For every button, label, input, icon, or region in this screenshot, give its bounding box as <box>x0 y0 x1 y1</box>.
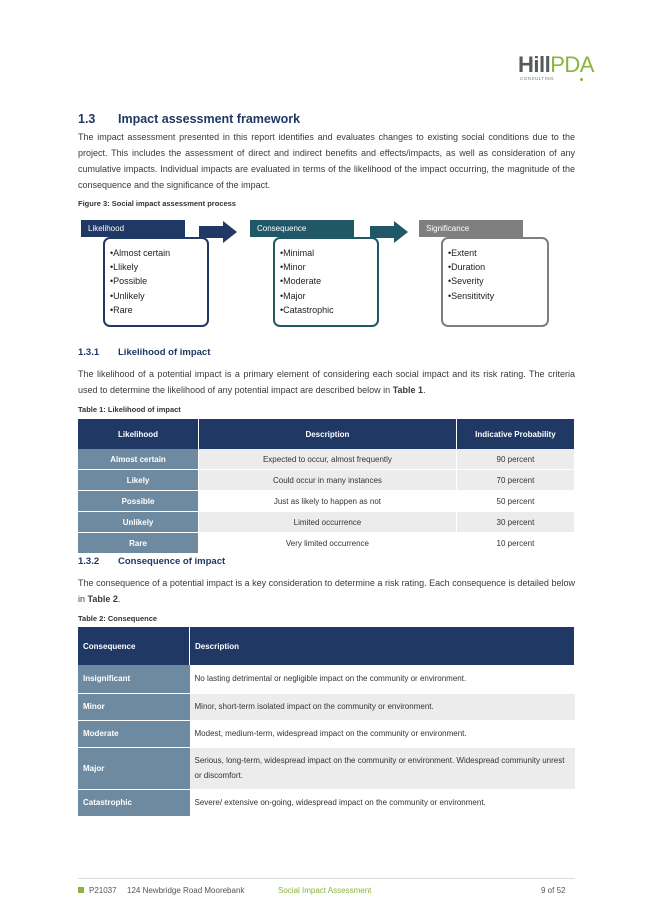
table-cell: Possible <box>78 491 199 512</box>
table-header: Consequence <box>78 627 190 665</box>
subsection-title: Likelihood of impact <box>118 347 211 358</box>
consequence-item: •Catastrophic <box>280 304 334 315</box>
footer-document: Social Impact Assessment <box>278 886 372 895</box>
paragraph-text: . <box>423 385 426 395</box>
table-cell: Unlikely <box>78 512 199 533</box>
table-cell: 70 percent <box>456 470 574 491</box>
likelihood-item: •Rare <box>110 304 133 315</box>
table-cell: Expected to occur, almost frequently <box>199 449 457 470</box>
table-cell: Likely <box>78 470 199 491</box>
intro-paragraph: The impact assessment presented in this report identifies and evaluates changes to existing social conditions due to the project. This includes the assessment of direct and indirect benefits and effects/impacts, as well as consideration of any cumulative impacts. Individual impacts are evaluated in terms of the likelihood of the impact occurring, the magnitude of the consequence and the significance of the impact. <box>78 132 575 190</box>
arrow-right-icon <box>370 221 408 243</box>
table-cell: Catastrophic <box>78 789 190 816</box>
likelihood-title: Likelihood <box>81 220 185 237</box>
table-cell: Serious, long-term, widespread impact on the community or environment. Widespread community unrest or discomfort. <box>190 747 575 789</box>
table-cell: Very limited occurrence <box>199 533 457 554</box>
likelihood-table <box>78 419 575 554</box>
paragraph-text: The consequence of a potential impact is a key consideration to determine a risk rating. Each consequence is detailed below in <box>78 578 575 604</box>
likelihood-item: •Unlikely <box>110 290 145 301</box>
consequence-item: •Minimal <box>280 248 315 258</box>
consequence-box <box>273 237 379 327</box>
paragraph-text: . <box>117 594 121 604</box>
table-header: Indicative Probability <box>456 419 574 449</box>
consequence-table <box>78 627 575 817</box>
subsection-number: 1.3.2 <box>78 556 100 567</box>
hillpda-logo <box>518 52 608 86</box>
table-cell: Rare <box>78 533 199 554</box>
table-cell: 90 percent <box>456 449 574 470</box>
table-cell: Insignificant <box>78 665 190 693</box>
significance-item: •Sensititvity <box>448 290 495 301</box>
table-row <box>78 693 575 720</box>
significance-item: •Extent <box>448 248 477 258</box>
likelihood-item: •Almost certain <box>110 248 171 258</box>
likelihood-item: •Llikely <box>110 262 139 273</box>
table-reference: Table 1 <box>392 385 424 395</box>
table-row <box>78 449 575 470</box>
table-cell: Almost certain <box>78 449 199 470</box>
table-reference: Table 2 <box>87 594 118 604</box>
logo-dot <box>580 78 583 81</box>
table-header-row <box>78 419 575 449</box>
significance-box <box>441 237 549 327</box>
page-number: 9 of 52 <box>541 886 566 895</box>
logo-hill-text: Hill <box>518 52 551 77</box>
consequence-item: •Moderate <box>280 276 322 287</box>
figure-caption: Figure 3: Social impact assessment process <box>78 199 236 208</box>
likelihood-box <box>103 237 209 327</box>
consequence-item: •Minor <box>280 262 306 273</box>
process-diagram <box>81 219 551 331</box>
table-row <box>78 665 575 693</box>
arrow-right-icon <box>199 221 237 243</box>
table-row <box>78 470 575 491</box>
consequence-item: •Major <box>280 290 306 301</box>
table-cell: 30 percent <box>456 512 574 533</box>
section-heading <box>78 112 300 126</box>
table-header: Description <box>199 419 457 449</box>
logo-consulting-text: CONSULTING <box>520 76 555 81</box>
table-cell: 10 percent <box>456 533 574 554</box>
table-header-row <box>78 627 575 665</box>
subsection-number: 1.3.1 <box>78 347 100 358</box>
paragraph-text: The likelihood of a potential impact is a primary element of considering each social impact and its risk rating. The criteria used to determine the likelihood of any potential impact are described below in <box>78 369 575 395</box>
significance-item: •Severity <box>448 276 484 287</box>
table-cell: Major <box>78 747 190 789</box>
likelihood-paragraph <box>78 366 575 398</box>
table-row <box>78 512 575 533</box>
table-header: Description <box>190 627 575 665</box>
table-row <box>78 747 575 789</box>
subsection-heading-likelihood <box>78 347 210 358</box>
table-cell: Modest, medium-term, widespread impact on the community or environment. <box>190 720 575 747</box>
table-cell: Minor, short-term isolated impact on the community or environment. <box>190 693 575 720</box>
consequence-paragraph <box>78 575 575 607</box>
table2-caption: Table 2: Consequence <box>78 614 158 623</box>
section-title: Impact assessment framework <box>118 112 301 126</box>
table-row <box>78 789 575 816</box>
significance-item: •Duration <box>448 262 486 273</box>
table-cell: Could occur in many instances <box>199 470 457 491</box>
subsection-heading-consequence <box>78 556 225 567</box>
table-cell: Moderate <box>78 720 190 747</box>
table-cell: 50 percent <box>456 491 574 512</box>
section-number: 1.3 <box>78 112 96 126</box>
table-row <box>78 533 575 554</box>
logo-pda-text: PDA <box>550 52 594 77</box>
footer-divider <box>78 878 575 879</box>
footer-address: 124 Newbridge Road Moorebank <box>127 886 245 895</box>
table-cell: Just as likely to happen as not <box>199 491 457 512</box>
likelihood-item: •Possible <box>110 276 148 287</box>
footer-project: P21037 <box>89 886 117 895</box>
subsection-title: Consequence of impact <box>118 556 226 567</box>
table-cell: Severe/ extensive on-going, widespread impact on the community or environment. <box>190 789 575 816</box>
consequence-title: Consequence <box>250 220 354 237</box>
footer-square-icon <box>78 887 84 893</box>
table-row <box>78 720 575 747</box>
table-cell: Limited occurrence <box>199 512 457 533</box>
significance-title: Significance <box>419 220 523 237</box>
table1-caption: Table 1: Likelihood of impact <box>78 405 181 414</box>
table-header: Likelihood <box>78 419 199 449</box>
table-cell: Minor <box>78 693 190 720</box>
table-row <box>78 491 575 512</box>
table-cell: No lasting detrimental or negligible impact on the community or environment. <box>190 665 575 693</box>
